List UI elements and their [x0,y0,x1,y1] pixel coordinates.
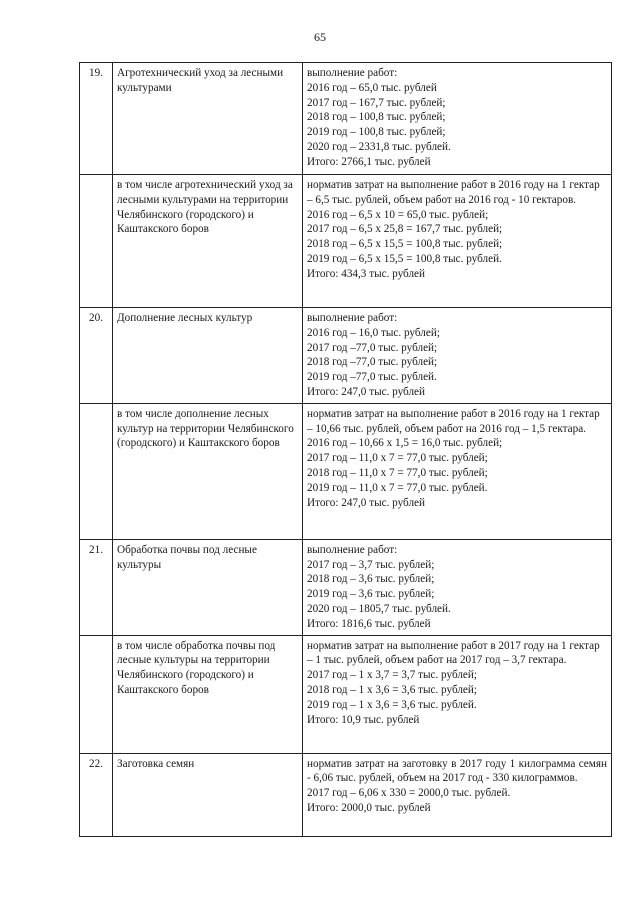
description-line: 2020 год – 1805,7 тыс. рублей. [307,602,451,615]
description-line: 2017 год – 3,7 тыс. рублей; [307,558,435,571]
table-row [80,403,612,539]
row-number [80,175,113,308]
table-row [80,635,612,753]
table-row [80,753,612,836]
activity-name: в том числе дополнение лесных культур на территории Челябинского (городского) и Каштакского боров [113,403,303,539]
activity-description [303,403,612,539]
activities-table [79,62,612,837]
description-line: 2019 год – 3,6 тыс. рублей; [307,588,435,601]
description-line: 2019 год – 11,0 х 7 = 77,0 тыс. рублей. [307,481,488,494]
description-line: Итого: 10,9 тыс. рублей [307,713,420,726]
activity-description [303,175,612,308]
description-line: Итого: 2000,0 тыс. рублей [307,801,431,814]
activity-description [303,635,612,753]
description-line: выполнение работ: [307,312,398,324]
table-row [80,175,612,308]
description-line: норматив затрат на выполнение работ в 2017 году на 1 гектар – 1 тыс. рублей, объем работ на 2017 год – 3,7 гектара. [307,639,600,667]
table-row [80,63,612,175]
table-row [80,539,612,635]
description-line: 2016 год – 65,0 тыс. рублей [307,81,437,94]
row-number [80,403,113,539]
activity-description [303,63,612,175]
description-line: 2017 год – 1 х 3,7 = 3,7 тыс. рублей; [307,669,477,682]
description-line: 2019 год –77,0 тыс. рублей. [307,371,437,384]
description-line: 2017 год –77,0 тыс. рублей; [307,341,438,354]
table-body [80,63,612,837]
description-line: 2018 год – 11,0 х 7 = 77,0 тыс. рублей; [307,466,488,479]
table-row [80,308,612,404]
description-line: 2016 год – 16,0 тыс. рублей; [307,326,440,339]
activity-description [303,753,612,836]
description-line: Итого: 1816,6 тыс. рублей [307,617,431,630]
description-line: выполнение работ: [307,67,398,79]
description-line: Итого: 434,3 тыс. рублей [307,267,425,280]
description-line: 2019 год – 100,8 тыс. рублей; [307,126,446,139]
activity-name: Дополнение лесных культур [113,308,303,404]
row-number: 20. [80,308,113,404]
description-line: Итого: 247,0 тыс. рублей [307,385,425,398]
row-number: 19. [80,63,113,175]
description-line: 2018 год – 1 х 3,6 = 3,6 тыс. рублей; [307,683,477,696]
description-line: норматив затрат на заготовку в 2017 году 1 килограмма семян - 6,06 тыс. рублей, объем на 2017 год - 330 килограммов. [307,757,607,785]
row-number [80,635,113,753]
description-line: 2018 год – 100,8 тыс. рублей; [307,111,446,124]
activity-description [303,539,612,635]
page-number: 65 [314,30,326,44]
description-line: 2017 год – 167,7 тыс. рублей; [307,96,446,109]
description-line: Итого: 2766,1 тыс. рублей [307,155,431,168]
description-line: 2017 год – 11,0 х 7 = 77,0 тыс. рублей; [307,452,488,465]
activity-name: Агротехнический уход за лесными культурами [113,63,303,175]
description-line: Итого: 247,0 тыс. рублей [307,496,425,509]
description-line: 2018 год –77,0 тыс. рублей; [307,356,438,369]
description-line: 2018 год – 3,6 тыс. рублей; [307,573,435,586]
description-line: 2018 год – 6,5 х 15,5 = 100,8 тыс. рублей; [307,238,503,251]
activity-name: Обработка почвы под лесные культуры [113,539,303,635]
description-line: норматив затрат на выполнение работ в 2016 году на 1 гектар – 6,5 тыс. рублей, объем работ на 2016 год - 10 гектаров. [307,179,600,206]
description-line: 2017 год – 6,06 х 330 = 2000,0 тыс. рублей. [307,787,511,800]
activity-name: Заготовка семян [113,753,303,836]
description-line: 2020 год – 2331,8 тыс. рублей. [307,140,451,153]
description-line: 2019 год – 6,5 х 15,5 = 100,8 тыс. рублей. [307,252,502,265]
activity-description [303,308,612,404]
row-number: 21. [80,539,113,635]
description-line: 2017 год – 6,5 х 25,8 = 167,7 тыс. рублей; [307,223,503,236]
description-line: 2016 год – 10,66 х 1,5 = 16,0 тыс. рублей; [307,437,503,450]
description-line: 2019 год – 1 х 3,6 = 3,6 тыс. рублей. [307,698,477,711]
description-line: 2016 год – 6,5 х 10 = 65,0 тыс. рублей; [307,208,489,221]
row-number: 22. [80,753,113,836]
activity-name: в том числе агротехнический уход за лесными культурами на территории Челябинского (городского) и Каштакского боров [113,175,303,308]
activity-name: в том числе обработка почвы под лесные культуры на территории Челябинского (городского) и Каштакского боров [113,635,303,753]
description-line: выполнение работ: [307,543,398,556]
description-line: норматив затрат на выполнение работ в 2016 году на 1 гектар – 10,66 тыс. рублей, объем работ на 2016 год – 1,5 гектара. [307,407,600,435]
